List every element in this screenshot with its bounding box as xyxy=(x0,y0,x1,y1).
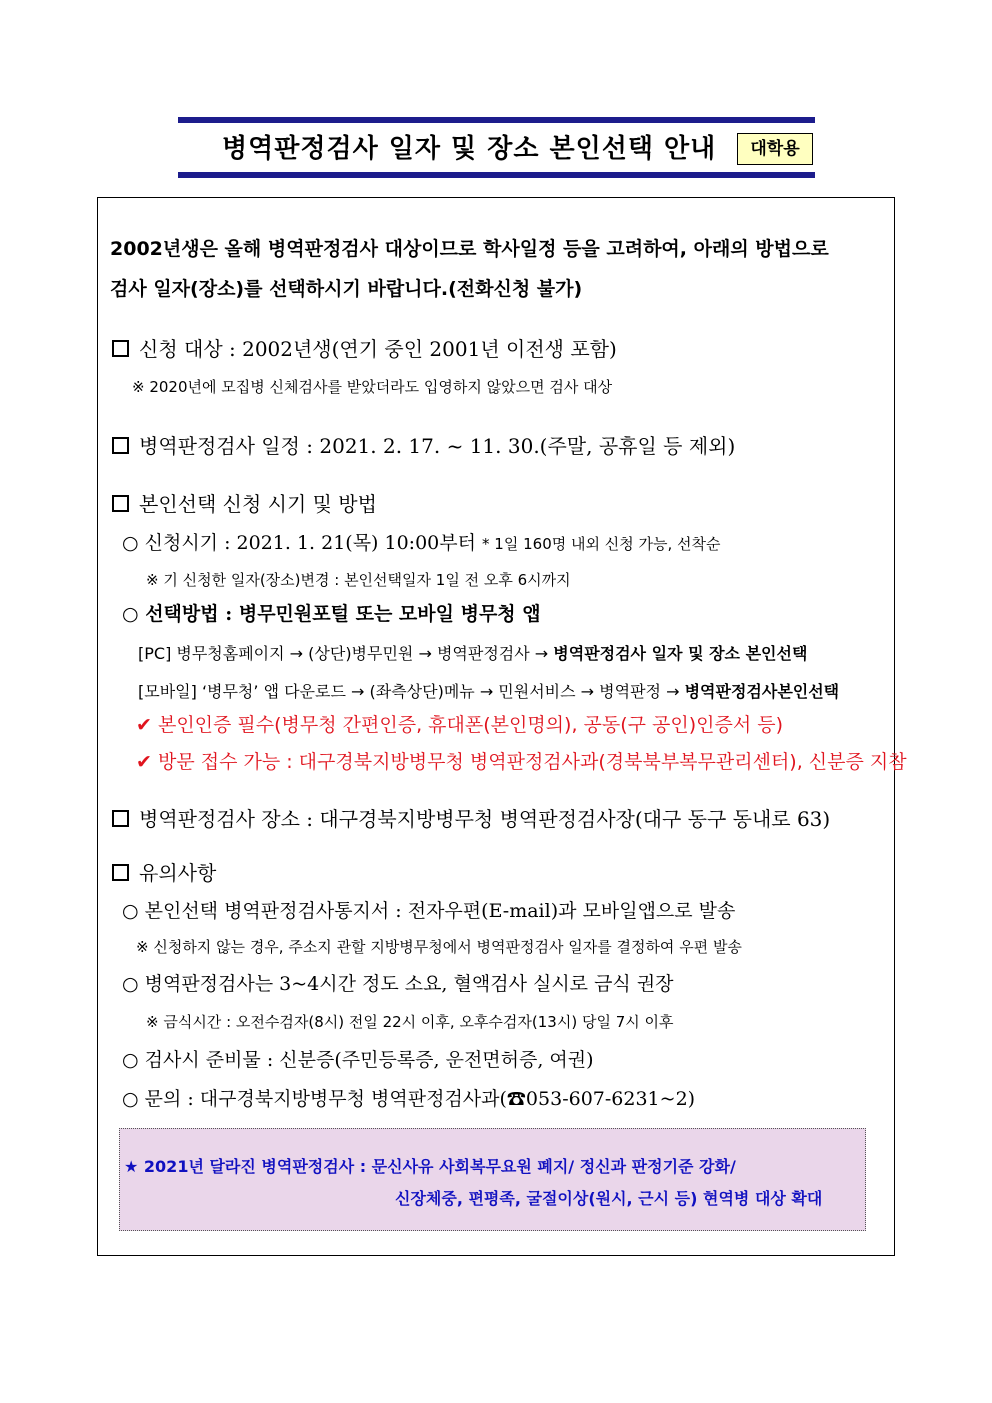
intro-line-1: 2002년생은 올해 병역판정검사 대상이므로 학사일정 등을 고려하여, 아래의 방법으로 xyxy=(110,238,829,260)
section-place xyxy=(112,803,830,832)
section-heading: 본인선택 신청 시기 및 방법 xyxy=(139,492,377,516)
notes-subnote: ※ 신청하지 않는 경우, 주소지 관할 지방병무청에서 병역판정검사 일자를 결정하여 우편 발송 xyxy=(136,938,742,956)
checkbox-square-icon xyxy=(112,864,129,881)
notes-item: ○ 검사시 준비물 : 신분증(주민등록증, 운전면허증, 여권) xyxy=(122,1049,594,1071)
section-heading: 유의사항 xyxy=(139,861,217,885)
checkbox-square-icon xyxy=(112,437,129,454)
check-text: 본인인증 필수(병무청 간편인증, 휴대폰(본인명의), 공동(구 공인)인증서 등) xyxy=(157,714,784,736)
notes-item: ○ 병역판정검사는 3~4시간 정도 소요, 혈액검사 실시로 금식 권장 xyxy=(122,973,674,995)
page-title: 병역판정검사 일자 및 장소 본인선택 안내 xyxy=(222,134,717,164)
pc-path-steps: [PC] 병무청홈페이지 → (상단)병무민원 → 병역판정검사 → xyxy=(138,644,554,663)
section-method xyxy=(112,488,377,517)
audience-badge: 대학용 xyxy=(737,133,813,165)
intro-line-2: 검사 일자(장소)를 선택하시기 바랍니다.(전화신청 불가) xyxy=(110,278,583,300)
notes-item: ○ 본인선택 병역판정검사통지서 : 전자우편(E-mail)과 모바일앱으로 발송 xyxy=(122,900,736,922)
change-note: ※ 기 신청한 일자(장소)변경 : 본인선택일자 1일 전 오후 6시까지 xyxy=(146,571,571,589)
changes-box xyxy=(119,1128,866,1231)
title-bottom-bar xyxy=(178,172,815,178)
checkbox-square-icon xyxy=(112,810,129,827)
checkmark-icon: ✔ xyxy=(136,751,152,773)
section-target xyxy=(112,333,617,362)
check-item-visit xyxy=(136,747,907,774)
pc-path-target: 병역판정검사 일자 및 장소 본인선택 xyxy=(553,644,808,663)
mobile-path xyxy=(138,679,839,702)
checkbox-square-icon xyxy=(112,495,129,512)
pc-path xyxy=(138,641,807,664)
mobile-path-target: 병역판정검사본인선택 xyxy=(684,682,840,701)
section-notes xyxy=(112,857,216,886)
checkmark-icon: ✔ xyxy=(136,714,152,736)
changes-line-2: 신장체중, 편평족, 굴절이상(원시, 근시 등) 현역병 대상 확대 xyxy=(395,1189,823,1208)
section-heading: 병역판정검사 일정 : 2021. 2. 17. ~ 11. 30.(주말, 공휴일 등 제외) xyxy=(139,434,736,458)
method-period xyxy=(122,528,720,555)
check-item-auth xyxy=(136,710,783,737)
notes-subnote: ※ 금식시간 : 오전수검자(8시) 전일 22시 이후, 오후수검자(13시) 당일 7시 이후 xyxy=(146,1013,674,1031)
title-top-bar xyxy=(178,117,815,123)
target-note: ※ 2020년에 모집병 신체검사를 받았더라도 입영하지 않았으면 검사 대상 xyxy=(132,378,613,396)
checkbox-square-icon xyxy=(112,340,129,357)
notes-item: ○ 문의 : 대구경북지방병무청 병역판정검사과(☎053-607-6231~2) xyxy=(122,1088,696,1110)
period-note: * 1일 160명 내외 신청 가능, 선착순 xyxy=(482,535,721,553)
changes-line-1: ★ 2021년 달라진 병역판정검사 : 문신사유 사회복무요원 폐지/ 정신과 판정기준 강화/ xyxy=(124,1157,736,1176)
mobile-path-steps: [모바일] ‘병무청’ 앱 다운로드 → (좌측상단)메뉴 → 민원서비스 → 병역판정 → xyxy=(138,682,685,701)
section-heading: 신청 대상 : 2002년생(연기 중인 2001년 이전생 포함) xyxy=(139,337,617,361)
section-schedule xyxy=(112,430,735,459)
check-text: 방문 접수 가능 : 대구경북지방병무청 병역판정검사과(경북북부복무관리센터), 신분증 지참 xyxy=(157,751,907,773)
method-select: ○ 선택방법 : 병무민원포털 또는 모바일 병무청 앱 xyxy=(122,603,541,625)
section-heading: 병역판정검사 장소 : 대구경북지방병무청 병역판정검사장(대구 동구 동내로 63) xyxy=(139,807,831,831)
period-text: ○ 신청시기 : 2021. 1. 21(목) 10:00부터 xyxy=(122,532,476,554)
